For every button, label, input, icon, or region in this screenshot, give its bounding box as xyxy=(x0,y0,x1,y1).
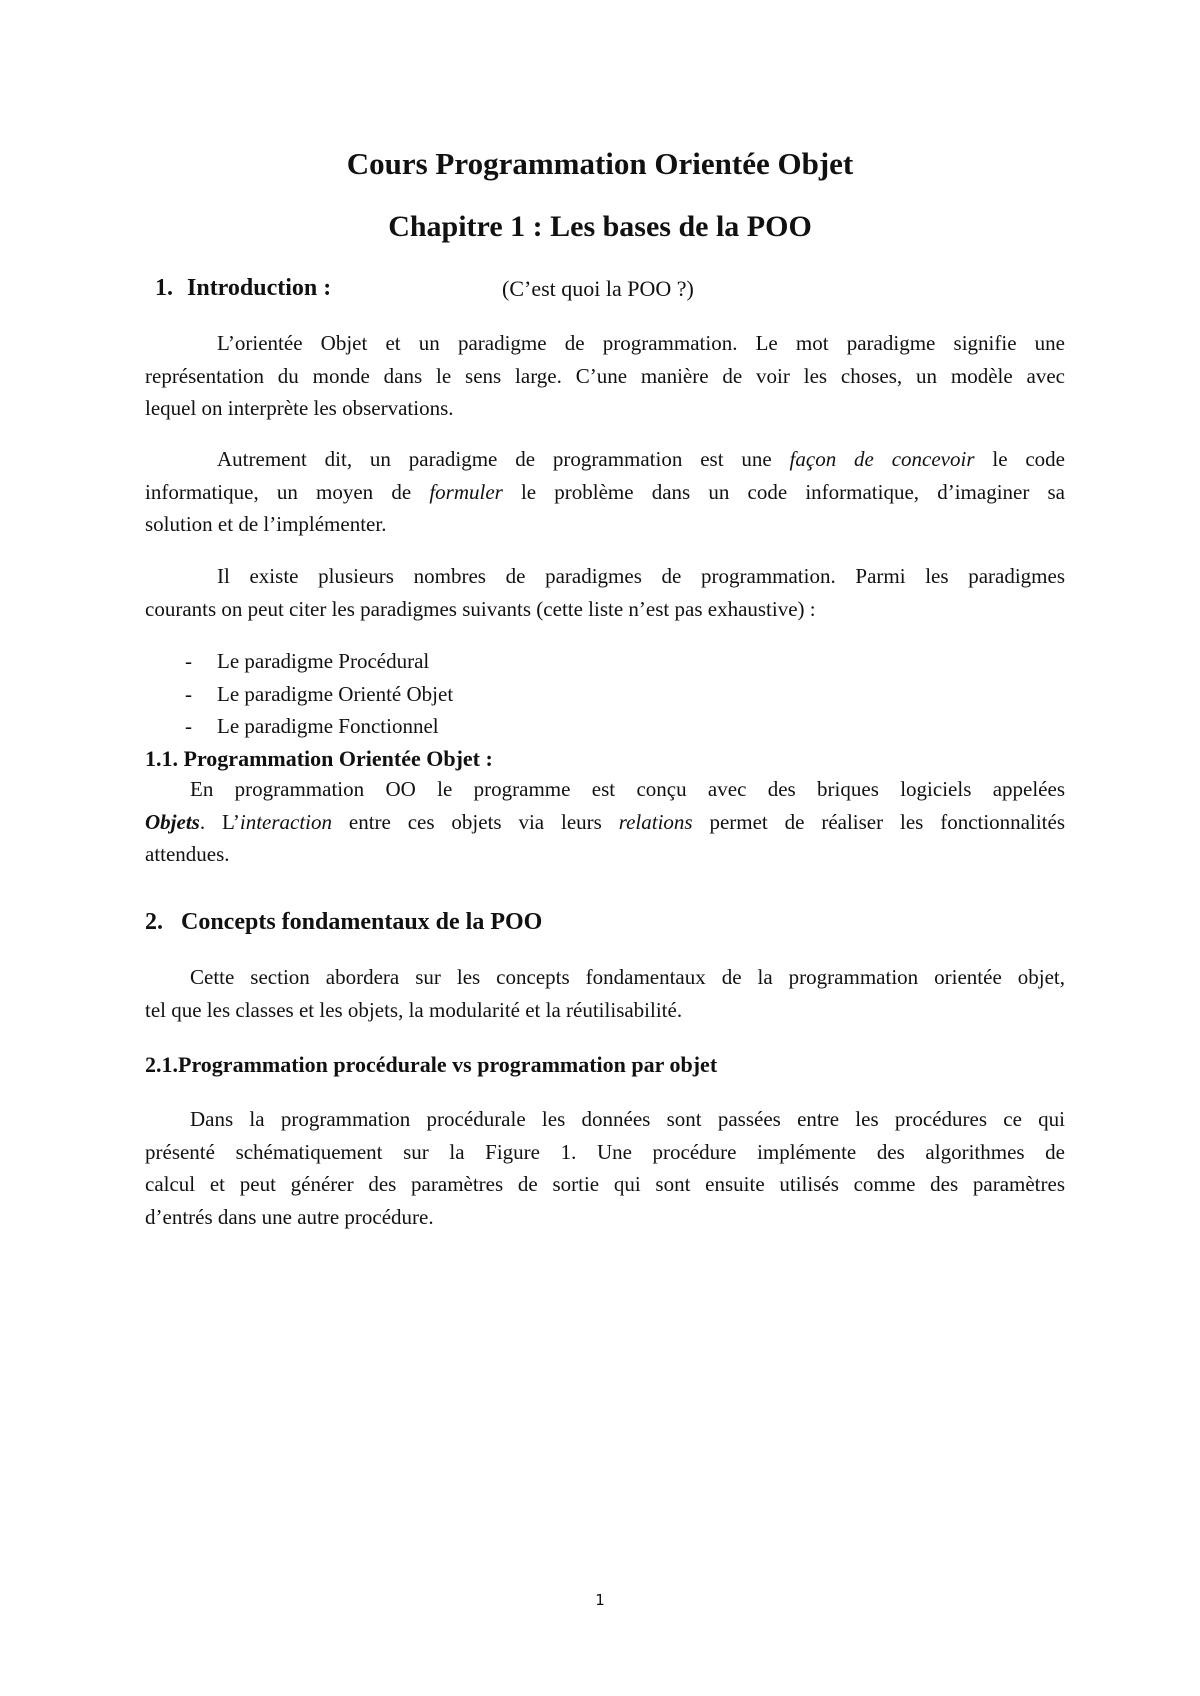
list-item-text: Le paradigme Fonctionnel xyxy=(217,714,439,738)
chapter-title: Chapitre 1 : Les bases de la POO xyxy=(388,210,812,243)
paragraph-line: d’entrés dans une autre procédure. xyxy=(145,1204,434,1229)
paragraph-line: présenté schématiquement sur la Figure 1. Une procédure implémente des algorithmes de xyxy=(145,1139,1065,1164)
paragraph-concepts xyxy=(145,961,1065,1026)
emphasis: Objets xyxy=(145,809,200,834)
page-number: 1 xyxy=(595,1591,605,1609)
paragraph-line xyxy=(145,443,1065,476)
paragraph-paradigm-list-intro xyxy=(145,560,1065,625)
paragraph-line: attendues. xyxy=(145,842,230,866)
document-title: Cours Programmation Orientée Objet xyxy=(346,146,854,181)
section-1-1-heading: 1.1. Programmation Orientée Objet : xyxy=(145,746,493,771)
section-2-number: 2. xyxy=(145,909,163,935)
paradigm-list xyxy=(145,645,453,743)
paragraph-line: Il existe plusieurs nombres de paradigmes de programmation. Parmi les paradigmes xyxy=(217,564,1065,588)
paragraph-line: courants on peut citer les paradigmes suivants (cette liste n’est pas exhaustive) : xyxy=(145,596,816,621)
list-item xyxy=(145,710,453,743)
paragraph-line: En programmation OO le programme est conçu avec des briques logiciels appelées xyxy=(190,777,1065,801)
paragraph-line: tel que les classes et les objets, la modularité et la réutilisabilité. xyxy=(145,997,683,1022)
text-run: entre ces objets via leurs xyxy=(332,809,619,834)
list-item xyxy=(145,678,453,711)
list-item-text: Le paradigme Orienté Objet xyxy=(217,681,454,706)
paragraph-paradigm xyxy=(145,443,1065,541)
text-run: permet de réaliser les fonctionnalités xyxy=(692,809,1065,834)
emphasis: relations xyxy=(618,809,693,834)
text-run: informatique, un moyen de xyxy=(145,479,430,504)
paragraph-procedural xyxy=(145,1103,1065,1233)
section-1-heading: Introduction : xyxy=(187,275,332,301)
section-1-number: 1. xyxy=(155,275,173,301)
paragraph-line: Dans la programmation procédurale les données sont passées entre les procédures ce qui xyxy=(190,1107,1065,1131)
emphasis: interaction xyxy=(239,809,333,834)
text-run: le code xyxy=(974,447,1065,471)
list-dash: - xyxy=(185,714,192,738)
paragraph-intro xyxy=(145,327,1065,425)
paragraph-line: L’orientée Objet et un paradigme de programmation. Le mot paradigme signifie une xyxy=(217,331,1065,355)
emphasis: formuler xyxy=(429,479,503,504)
list-dash: - xyxy=(185,649,192,673)
list-dash: - xyxy=(185,681,192,706)
text-run: Autrement dit, un paradigme de programmation est une xyxy=(217,447,790,471)
section-2-1-heading: 2.1.Programmation procédurale vs programmation par objet xyxy=(145,1052,718,1077)
paragraph-line: représentation du monde dans le sens large. C’une manière de voir les choses, un modèle avec xyxy=(145,363,1065,388)
paragraph-line: calcul et peut générer des paramètres de sortie qui sont ensuite utilisés comme des paramètres xyxy=(145,1172,1065,1196)
section-2-heading: Concepts fondamentaux de la POO xyxy=(181,909,543,935)
paragraph-oop xyxy=(145,773,1065,871)
list-item-text: Le paradigme Procédural xyxy=(217,649,430,673)
paragraph-line xyxy=(145,806,1065,839)
paragraph-line: lequel on interprète les observations. xyxy=(145,396,454,420)
paragraph-line: solution et de l’implémenter. xyxy=(145,512,387,536)
paragraph-line: Cette section abordera sur les concepts fondamentaux de la programmation orientée objet, xyxy=(190,965,1065,989)
text-run: . L’ xyxy=(199,809,240,834)
text-run: le problème dans un code informatique, d’imaginer sa xyxy=(502,479,1065,504)
section-1-aside: (C’est quoi la POO ?) xyxy=(502,276,694,301)
list-item xyxy=(145,645,453,678)
paragraph-line xyxy=(145,476,1065,509)
emphasis: façon de concevoir xyxy=(789,447,975,471)
